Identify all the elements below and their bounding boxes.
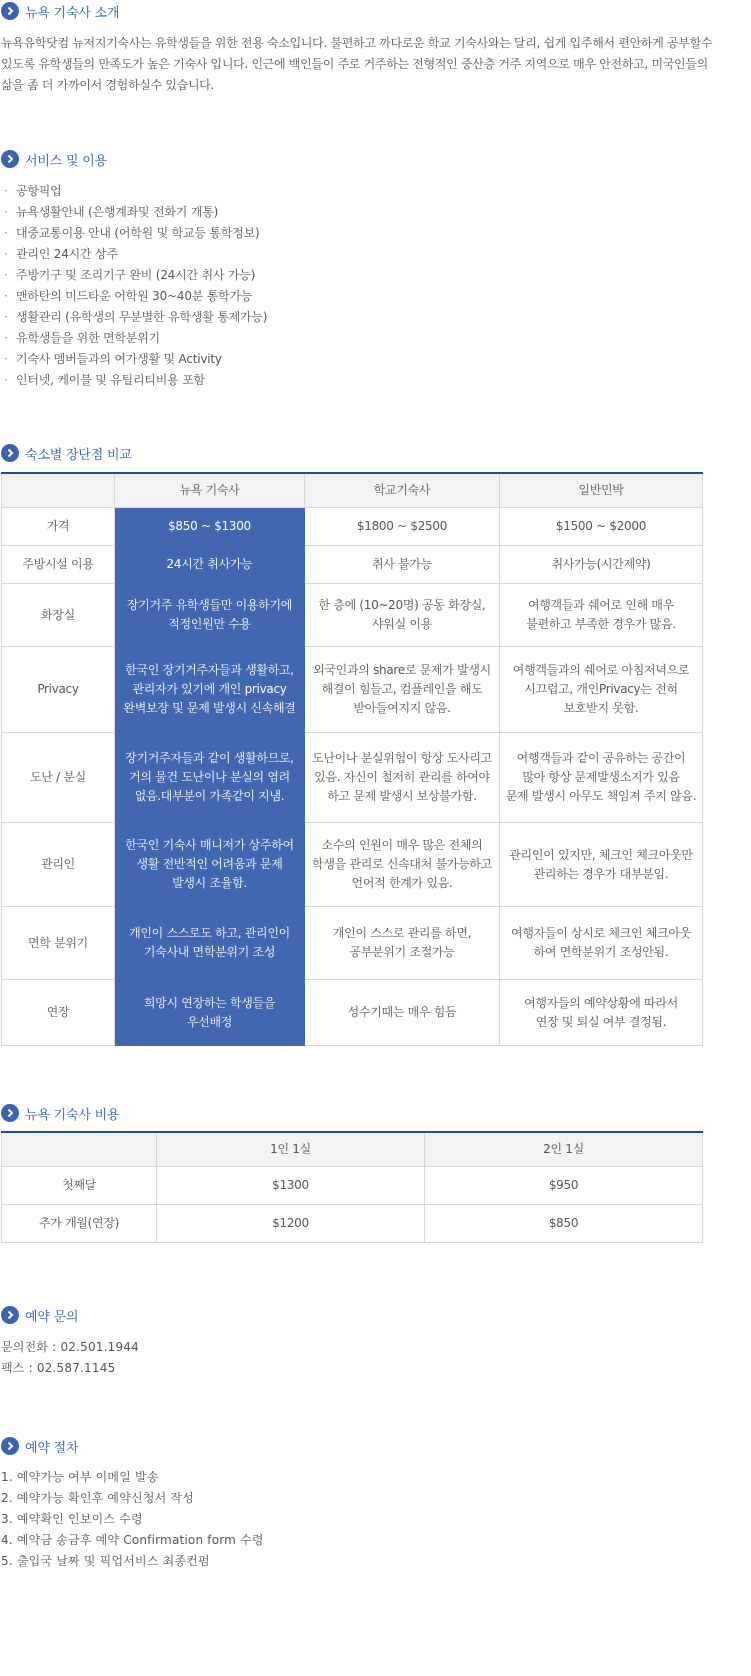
table-cell: 장기거주자들과 같이 생활하므로, 거의 물건 도난이나 분실의 염려 없음.대부분이 가족같이 지냄. [115, 733, 305, 823]
section-title-procedure: 예약 절차 [1, 1436, 78, 1456]
list-item: 1. 예약가능 여부 이메일 발송 [1, 1470, 159, 1484]
intro-line: 있도록 유학생들의 만족도가 높은 기숙사 입니다. 인근에 백인들이 주로 거주하는 전형적인 중산층 거주 지역으로 매우 안전하고, 미국인들의 [1, 57, 708, 71]
table-cell: 장기거주 유학생들만 이용하기에 적정인원만 수용 [115, 584, 305, 647]
chevron-right-circle-icon [1, 2, 19, 20]
table-cell: 24시간 취사가능 [115, 546, 305, 584]
contact-info [1, 1337, 139, 1379]
table-cell: 여행자들이 상시로 체크인 체크아웃 하여 면학분위기 조성안됨. [500, 907, 703, 980]
table-header-row [2, 1132, 703, 1167]
list-item: · 주방기구 및 조리기구 완비 (24시간 취사 가능) [4, 268, 256, 282]
table-row [2, 980, 703, 1046]
table-row [2, 546, 703, 584]
table-cell: 성수기때는 매우 힘듬 [305, 980, 500, 1046]
table-header-cell [2, 1132, 157, 1167]
table-cell: 여행객들과의 쉐어로 아침저녁으로 시끄럽고, 개인Privacy는 전혀 보호받지 못함. [500, 647, 703, 733]
table-cell: $850 ~ $1300 [115, 508, 305, 546]
intro-paragraph [1, 33, 749, 96]
table-row [2, 508, 703, 546]
table-cell: 도난이나 분실위험이 항상 도사리고 있음. 자신이 철저히 관리를 하여야 하고 문제 발생시 보상불가함. [305, 733, 500, 823]
list-item: · 공항픽업 [4, 184, 62, 198]
table-cell: 외국인과의 share로 문제가 발생시 해결이 힘들고, 컴플레인을 해도 받아들여지지 않음. [305, 647, 500, 733]
table-cell: 개인이 스스로도 하고, 관리인이 기숙사내 면학분위기 조성 [115, 907, 305, 980]
table-header-cell: 2인 1실 [425, 1132, 703, 1167]
table-row [2, 823, 703, 907]
chevron-right-circle-icon [1, 1306, 19, 1324]
table-cell: 한 층에 (10~20명) 공동 화장실, 샤워실 이용 [305, 584, 500, 647]
table-cell: 소수의 인원이 매우 많은 전체의 학생을 관리로 신속대처 불가능하고 언어적 한계가 있음. [305, 823, 500, 907]
list-item: · 인터넷, 케이블 및 유틸리티비용 포함 [4, 373, 205, 387]
chevron-right-circle-icon [1, 1104, 19, 1122]
table-cell: 한국인 기숙사 매니저가 상주하여 생활 전반적인 어려움과 문제 발생시 조율함. [115, 823, 305, 907]
table-header-cell: 일반민박 [500, 473, 703, 508]
list-item: 2. 예약가능 확인후 예약신청서 작성 [1, 1491, 194, 1505]
table-cell: 희망시 연장하는 학생들을 우선배정 [115, 980, 305, 1046]
chevron-right-circle-icon [1, 444, 19, 462]
row-label-cell: 화장실 [2, 584, 115, 647]
table-row [2, 1167, 703, 1205]
table-cell: $1200 [157, 1205, 425, 1243]
table-row [2, 907, 703, 980]
table-cell: 첫째달 [2, 1167, 157, 1205]
table-cell: 취사가능(시간제약) [500, 546, 703, 584]
row-label-cell: 면학 분위기 [2, 907, 115, 980]
procedure-list [1, 1467, 264, 1572]
list-item: · 유학생들을 위한 면학분위기 [4, 331, 160, 345]
list-item: · 뉴욕생활안내 (은행계좌및 전화기 개통) [4, 205, 219, 219]
table-cell: $850 [425, 1205, 703, 1243]
table-row [2, 584, 703, 647]
table-cell: 한국인 장기거주자들과 생활하고, 관리자가 있기에 개인 privacy 완벽보장 및 문제 발생시 신속해결 [115, 647, 305, 733]
row-label-cell: 도난 / 분실 [2, 733, 115, 823]
cost-table [1, 1131, 703, 1243]
table-cell: 개인이 스스로 관리를 하면, 공부분위기 조절가능 [305, 907, 500, 980]
list-item: · 생활관리 (유학생의 무분별한 유학생활 통제가능) [4, 310, 268, 324]
table-row [2, 733, 703, 823]
table-cell: 추가 개월(연장) [2, 1205, 157, 1243]
list-item: · 맨하탄의 미드타운 어학원 30~40분 통학가능 [4, 289, 253, 303]
row-label-cell: 가격 [2, 508, 115, 546]
table-header-cell: 뉴욕 기숙사 [115, 473, 305, 508]
list-item: · 기숙사 멤버들과의 여가생활 및 Activity [4, 352, 222, 366]
table-cell: 여행객들과 같이 공유하는 공간이 많아 항상 문제발생소지가 있음 문제 발생시 아무도 책임져 주지 않음. [500, 733, 703, 823]
intro-line: 삶을 좀 더 가까이서 경험하실수 있습니다. [1, 78, 215, 92]
services-list [4, 181, 267, 391]
table-cell: 관리인이 있지만, 체크인 체크아웃만 관리하는 경우가 대부분임. [500, 823, 703, 907]
table-header-cell: 학교기숙사 [305, 473, 500, 508]
chevron-right-circle-icon [1, 150, 19, 168]
table-cell: 취사 불가능 [305, 546, 500, 584]
intro-line: 뉴욕유학닷컴 뉴저지기숙사는 유학생들을 위한 전용 숙소입니다. 불편하고 까다로운 학교 기숙사와는 달리, 쉽게 입주해서 편안하게 공부할수 [1, 36, 713, 50]
table-cell: 여행객들과 쉐어로 인해 매우 불편하고 부족한 경우가 많음. [500, 584, 703, 647]
section-title-services: 서비스 및 이용 [1, 149, 107, 169]
row-label-cell: Privacy [2, 647, 115, 733]
list-item: · 관리인 24시간 상주 [4, 247, 118, 261]
table-row [2, 647, 703, 733]
section-title-compare: 숙소별 장단점 비교 [1, 443, 132, 463]
section-title-intro: 뉴욕 기숙사 소개 [1, 1, 119, 21]
table-cell: $1800 ~ $2500 [305, 508, 500, 546]
row-label-cell: 연장 [2, 980, 115, 1046]
table-cell: $1500 ~ $2000 [500, 508, 703, 546]
table-header-row [2, 473, 703, 508]
list-item: 3. 예약확인 인보이스 수령 [1, 1512, 143, 1526]
table-cell: $1300 [157, 1167, 425, 1205]
table-header-cell [2, 473, 115, 508]
section-title-contact: 예약 문의 [1, 1305, 78, 1325]
list-item: 5. 출입국 날짜 및 픽업서비스 최종컨펌 [1, 1554, 210, 1568]
contact-fax: 팩스 : 02.587.1145 [1, 1361, 116, 1375]
section-title-cost: 뉴욕 기숙사 비용 [1, 1103, 119, 1123]
table-header-cell: 1인 1실 [157, 1132, 425, 1167]
chevron-right-circle-icon [1, 1437, 19, 1455]
table-cell: 여행자들의 예약상황에 따라서 연장 및 퇴실 여부 결정됨. [500, 980, 703, 1046]
table-row [2, 1205, 703, 1243]
list-item: · 대중교통이용 안내 (어학원 및 학교등 통학정보) [4, 226, 260, 240]
row-label-cell: 관리인 [2, 823, 115, 907]
comparison-table [1, 472, 703, 1046]
contact-phone: 문의전화 : 02.501.1944 [1, 1340, 139, 1354]
list-item: 4. 예약금 송금후 예약 Confirmation form 수령 [1, 1533, 264, 1547]
row-label-cell: 주방시설 이용 [2, 546, 115, 584]
table-cell: $950 [425, 1167, 703, 1205]
